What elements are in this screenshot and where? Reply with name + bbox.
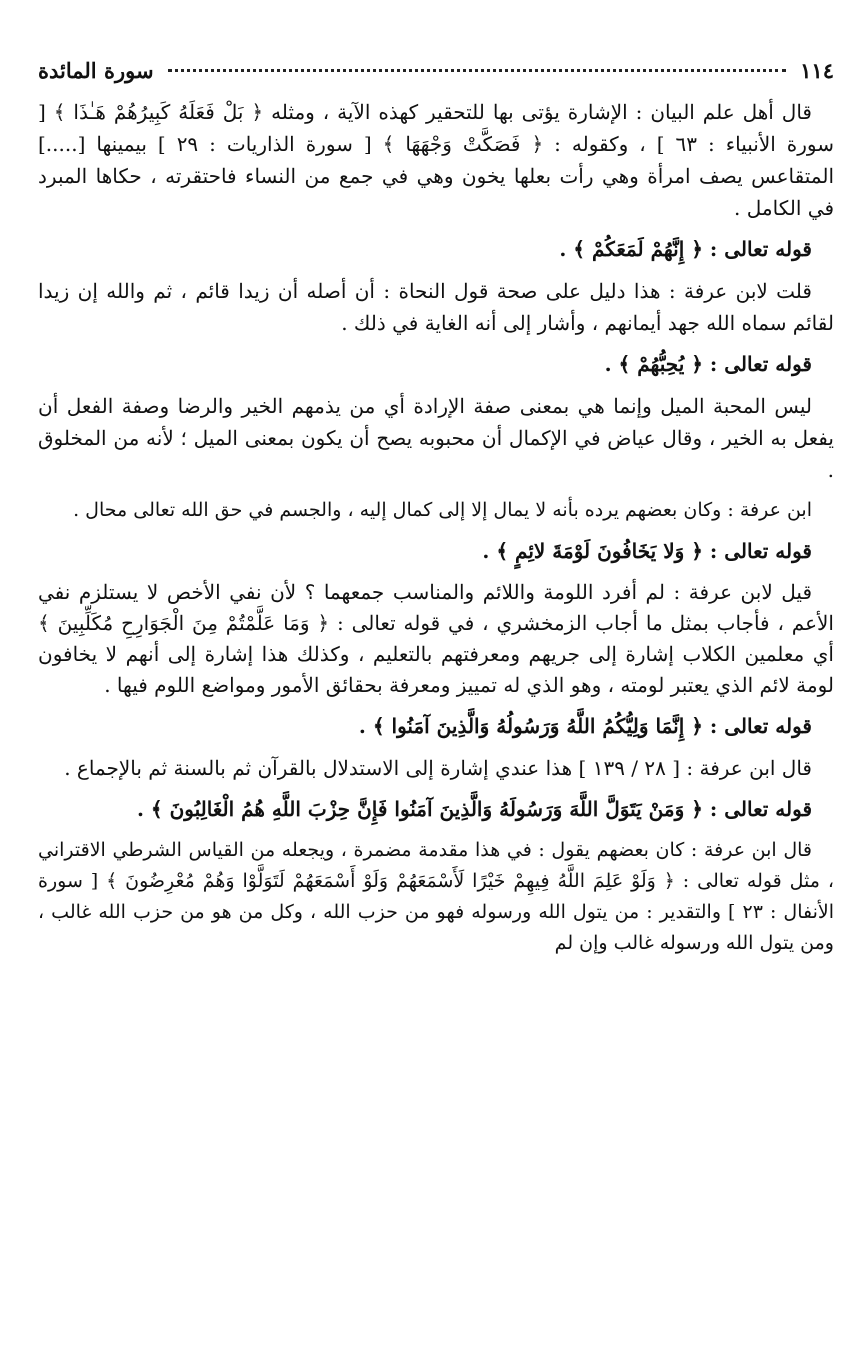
paragraph: قال ابن عرفة : [ ٢٨ / ١٣٩ ] هذا عندي إشارة إلى الاستدلال بالقرآن ثم بالسنة ثم بالإجماع . <box>64 756 812 780</box>
running-header <box>38 58 834 92</box>
paragraph: ابن عرفة : وكان بعضهم يرده بأنه لا يمال إلا إلى كمال إليه ، والجسم في حق الله تعالى محال . <box>73 499 812 521</box>
verse-heading: قوله تعالى : ﴿ يُحِبُّهُمْ ﴾ . <box>604 352 812 376</box>
page-number: ١١٤ <box>800 58 834 83</box>
paragraph: ليس المحبة الميل وإنما هي بمعنى صفة الإرادة أي من يذمهم الخير والرضا وصفة الفعل أن يفعل به الخير ، وقال عياض في الإكمال أن محبوبه يصح أن يكون بمعنى الميل ؛ لأنه من المخلوق . <box>38 394 834 482</box>
paragraph: قال ابن عرفة : كان بعضهم يقول : في هذا مقدمة مضمرة ، ويجعله من القياس الشرطي الاقتراني ، مثل قوله تعالى : ﴿ وَلَوْ عَلِمَ اللَّهُ فِيهِمْ خَيْرًا لَأَسْمَعَهُمْ وَلَوْ أَسْمَعَهُمْ لَتَوَلَّوْا وَهُمْ مُعْرِضُونَ ﴾ [ سورة الأنفال : ٢٣ ] والتقدير : من يتول الله ورسوله فهو من حزب الله ، وكل من هو من حزب الله غالب ، ومن يتول الله ورسوله غالب وإن لم <box>38 839 834 954</box>
paragraph: قلت لابن عرفة : هذا دليل على صحة قول النحاة : أن أصله أن زيدا قائم ، ثم والله إن زيدا لقائم سماه الله جهد أيمانهم ، وأشار إلى أنه الغاية في ذلك . <box>38 279 834 335</box>
verse-heading: قوله تعالى : ﴿ وَمَنْ يَتَوَلَّ اللَّهَ وَرَسُولَهُ وَالَّذِينَ آمَنُوا فَإِنَّ حِزْبَ اللَّهِ هُمُ الْغَالِبُونَ ﴾ . <box>137 797 812 821</box>
book-page <box>38 58 834 1352</box>
chapter-title: سورة المائدة <box>38 58 154 83</box>
dotted-leader <box>168 69 787 72</box>
paragraph: قال أهل علم البيان : الإشارة يؤتى بها للتحقير كهذه الآية ، ومثله ﴿ بَلْ فَعَلَهُ كَبِيرُهُمْ هَـٰذَا ﴾ [ سورة الأنبياء : ٦٣ ] ، وكقوله : ﴿ فَصَكَّتْ وَجْهَهَا ﴾ [ سورة الذاريات : ٢٩ ] بيمينها [.....] المتقاعس يصف امرأة وهي رأت بعلها يخون وهي في جمع من النساء فاحتقرته ، حكاها المبرد في الكامل . <box>38 100 835 220</box>
paragraph: قيل لابن عرفة : لم أفرد اللومة واللائم والمناسب جمعهما ؟ لأن نفي الأخص لا يستلزم نفي الأعم ، فأجاب بمثل ما أجاب الزمخشري ، في قوله تعالى : ﴿ وَمَا عَلَّمْتُمْ مِنَ الْجَوَارِحِ مُكَلِّبِينَ ﴾ أي معلمين الكلاب إشارة إلى جريهم ومعرفتهم بالتعليم ، وكذلك هذا إشارة إلى أنهم لا يخافون لومة لائم الذي يعتبر لومته ، وهو الذي له تمييز ومعرفة بحقائق الأمور ومواضع اللوم فيها . <box>38 580 834 697</box>
verse-heading: قوله تعالى : ﴿ إِنَّمَا وَلِيُّكُمُ اللَّهُ وَرَسُولُهُ وَالَّذِينَ آمَنُوا ﴾ . <box>358 714 812 738</box>
verse-heading: قوله تعالى : ﴿ إِنَّهُمْ لَمَعَكُمْ ﴾ . <box>559 237 812 261</box>
verse-heading: قوله تعالى : ﴿ وَلا يَخَافُونَ لَوْمَةَ لائِمٍ ﴾ . <box>482 539 812 563</box>
